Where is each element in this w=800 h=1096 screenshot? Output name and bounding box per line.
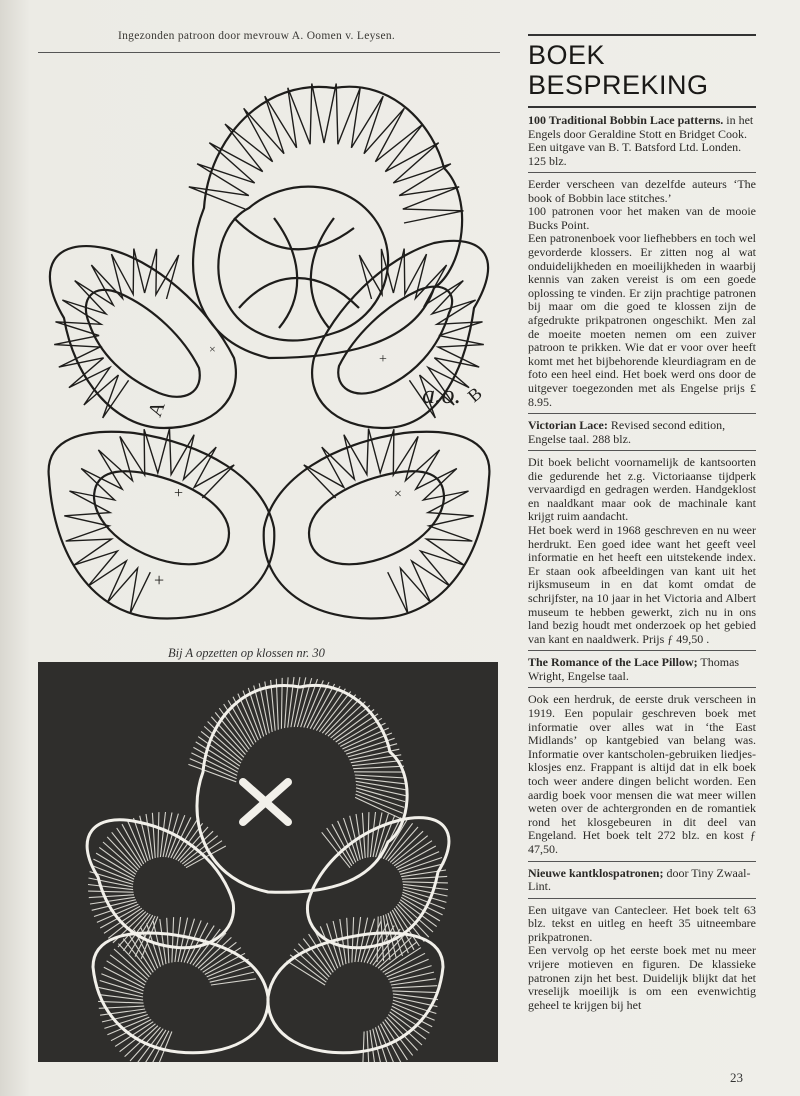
review-column [528,34,756,1012]
lace-thread [353,766,404,769]
review-title-bold: Victorian Lace: [528,418,608,433]
review-title-rest: in het Engels door Geraldine Stott en Bridget Cook. Een uitgave van B. T. Batsford Ltd. Londen. 125 blz. [528,113,754,168]
lace-thread [391,979,436,985]
lace-thread [304,680,324,727]
review-title-bold: 100 Traditional Bobbin Lace patterns. [528,113,724,127]
pattern-credit: Ingezonden patroon door mevrouw A. Oomen v. Leysen. [118,30,396,42]
lace-thread [367,1031,369,1062]
lace-thread [340,919,346,964]
heading-rule [528,106,756,108]
lace-thread [203,948,241,973]
review-rule [528,861,756,862]
figure-caption: Bij A opzetten op klossen nr. 30 [168,646,325,660]
lace-thread [107,961,146,985]
review-body [528,904,756,1013]
review-rule [528,650,756,651]
lace-thread [167,918,169,963]
review-body [528,456,756,646]
pattern-svg [34,58,504,640]
review-rule [528,172,756,173]
review-2 [528,419,756,651]
review-paragraph: Ook een herdruk, de eerste druk verscheen in 1919. Een populair geschreven boek met informatie over alles wat in ‘the East Midlands’ op kantgebied van belang was. Informatie over kantscholen-gebruiken liedjes-klosjes enz. Frappant is altijd dat in elk boek toch weer andere dingen belicht worden. Een aardig boek voor mensen die wat meer willen weten over de achtergronden en de romantiek rond het klosgebeuren in dit deel van Engeland. Het boek telt 272 blz. en kost ƒ 47,50. [528,692,756,856]
lace-thread [403,882,448,883]
lace-thread [190,759,237,779]
review-rule [528,450,756,451]
lace-thread [392,986,437,988]
review-body [528,693,756,856]
marker-a: A [144,398,170,420]
review-rule [528,413,756,414]
lace-thread [347,918,349,963]
review-title-rest: Revised second edition, Engelse taal. 288 blz. [528,418,726,446]
review-paragraph: Het boek werd in 1968 geschreven en nu weer herdrukt. Een goed idee want het geeft veel informatie en het heeft een uitstekende index. Er staan ook afbeeldingen van kant uit het rijksmuseum in en dat komt omdat de schrijfster, na 10 jaar in het Victoria and Albert museum te hebben gewerkt, zich nu in ons land bezig houdt met onderzoek op het gebied van kant en naaldwerk. Prijs ƒ 49,50 . [528,523,756,646]
cross-mark: × [394,487,402,502]
lace-thread [381,942,417,970]
zigzag-ground [189,84,464,224]
review-title-bold: The Romance of the Lace Pillow; [528,655,698,670]
review-paragraph: Dit boek belicht voornamelijk de kantsoorten die gedurende het z.g. Victoriaanse tijdperk vervaardigd en gedragen werden. Handgeklost en naaldkant maar ook de machinale kant krijgt ruim aandacht. [528,455,756,524]
lace-thread [172,917,174,962]
lace-thread [98,1001,143,1003]
lace-thread [356,794,403,813]
heading-line-1: BOEK [528,40,606,70]
initials-text: a.o. [422,380,461,409]
lace-thread [362,1032,364,1063]
lace-thread [352,917,354,962]
photo-svg [38,662,498,1062]
heading-line-2: BESPREKING [528,70,709,100]
review-3 [528,656,756,861]
lace-thread [377,917,378,962]
lace-pattern-drawing [34,58,504,640]
cross-mark: + [154,570,165,590]
review-title [528,867,756,894]
review-title-bold: Nieuwe kantklospatronen; [528,865,664,880]
review-paragraph: Een patronenboek voor liefhebbers en toch wel gevorderde klossers. Er zitten nog al wat onduidelijkheden en moeilijkheden in waarbij kennis van zaken vereist is om een goede oplossing te vinden. Er zijn prachtige patronen bij maar om die goed te klossen zijn de afgedrukte prikpatronen ongeschikt. Men zal de moeite moeten nemen om een zuiver patroon te prikken. Wie dat er voor over heeft komt met het bijbehorende kleurdiagram en de foto een heel eind. Het boek werd ons door de uitgever toegezonden met als Engelse prijs £ 8.95. [528,231,756,409]
lace-thread [160,919,166,964]
cross-mark: + [379,352,387,367]
review-body [528,178,756,409]
review-4 [528,867,756,1013]
lace-thread [368,812,369,857]
page-number: 23 [730,1070,743,1085]
lace-thread [90,897,135,904]
lace-thread [88,891,133,892]
review-title-rest: Thomas Wright, Engelse taal. [528,655,740,683]
review-title [528,656,756,683]
section-heading [528,34,756,100]
cross-mark: × [209,342,216,356]
review-1 [528,114,756,414]
lace-thread [287,961,326,985]
lace-thread [402,876,447,879]
review-rule [528,898,756,899]
lace-thread [158,812,159,857]
review-paragraph: Een vervolg op het eerste boek met nu meer vrijere motieven en figuren. De klassieke patronen zijn het best. Duidelijk blijkt dat het vreselijk moeilijk is om een evenwichtig geheel te krijgen bij het [528,943,756,1012]
lace-thread [370,1030,376,1062]
lace-photo [38,662,498,1062]
marker-b: B [463,383,486,407]
review-paragraph: Een uitgave van Cantecleer. Het boek telt 63 blz. tekst en uitleg en heeft 35 uitneembare prikpatronen. [528,902,756,944]
lace-thread [89,895,134,898]
review-paragraph: Eerder verscheen van dezelfde auteurs ‘The book of Bobbin lace stitches.’ [528,177,756,205]
cross-mark: + [174,485,184,502]
lace-thread [152,813,155,858]
lace-thread [309,934,334,972]
lace-thread [211,979,256,985]
top-rule [38,52,500,53]
lace-thread [393,991,438,993]
review-paragraph: 100 patronen voor het maken van de mooie Bucks Point. [528,204,756,232]
review-title [528,419,756,446]
review-title-rest: door Tiny Zwaal-Lint. [528,865,751,894]
review-rule [528,687,756,688]
lace-thread [355,775,406,778]
lace-thread [146,814,153,859]
review-title [528,114,756,168]
